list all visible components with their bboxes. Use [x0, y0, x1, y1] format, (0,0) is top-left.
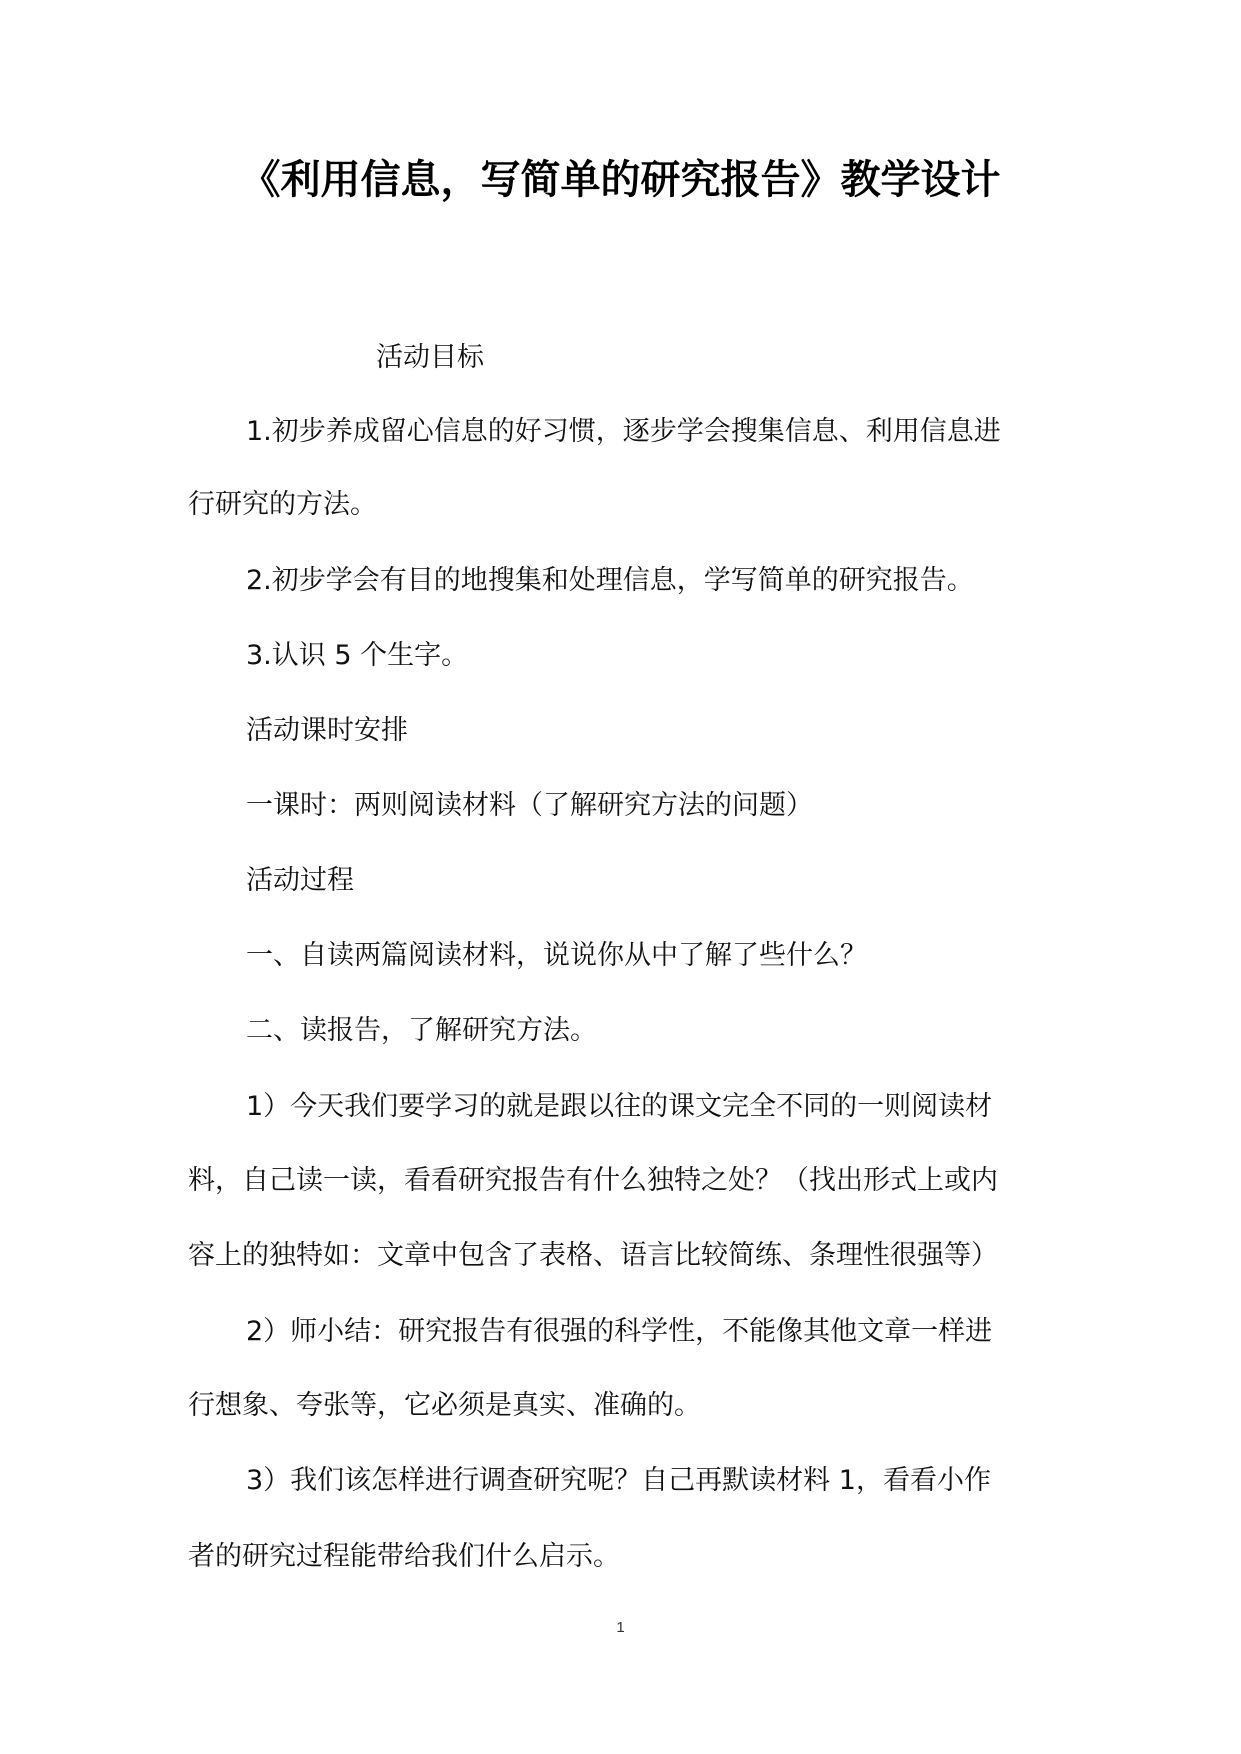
- section-heading-activity-goals: 活动目标: [376, 342, 484, 373]
- section-heading-schedule: 活动课时安排: [246, 715, 408, 746]
- paragraph-line: 3.认识 5 个生字。: [246, 640, 469, 671]
- section-heading-process: 活动过程: [246, 865, 354, 896]
- paragraph-line: 1）今天我们要学习的就是跟以往的课文完全不同的一则阅读材: [246, 1091, 993, 1122]
- paragraph-line: 行想象、夸张等，它必须是真实、准确的。: [188, 1390, 701, 1421]
- paragraph-line: 一课时：两则阅读材料（了解研究方法的问题）: [246, 790, 813, 821]
- paragraph-line: 1.初步养成留心信息的好习惯，逐步学会搜集信息、利用信息进: [246, 416, 1001, 447]
- paragraph-line: 容上的独特如：文章中包含了表格、语言比较简练、条理性很强等）: [188, 1240, 998, 1271]
- paragraph-line: 3）我们该怎样进行调查研究呢？自己再默读材料 1，看看小作: [246, 1465, 991, 1496]
- document-title: 《利用信息，写简单的研究报告》教学设计: [240, 157, 1001, 203]
- paragraph-line: 料，自己读一读，看看研究报告有什么独特之处？（找出形式上或内: [188, 1165, 998, 1196]
- paragraph-line: 二、读报告，了解研究方法。: [246, 1015, 597, 1046]
- paragraph-line: 者的研究过程能带给我们什么启示。: [188, 1541, 620, 1572]
- page-number: 1: [616, 1619, 625, 1636]
- paragraph-line: 2）师小结：研究报告有很强的科学性，不能像其他文章一样进: [246, 1316, 993, 1347]
- paragraph-line: 2.初步学会有目的地搜集和处理信息，学写简单的研究报告。: [246, 565, 974, 596]
- paragraph-line: 一、自读两篇阅读材料，说说你从中了解了些什么？: [246, 940, 867, 971]
- paragraph-line: 行研究的方法。: [188, 489, 377, 520]
